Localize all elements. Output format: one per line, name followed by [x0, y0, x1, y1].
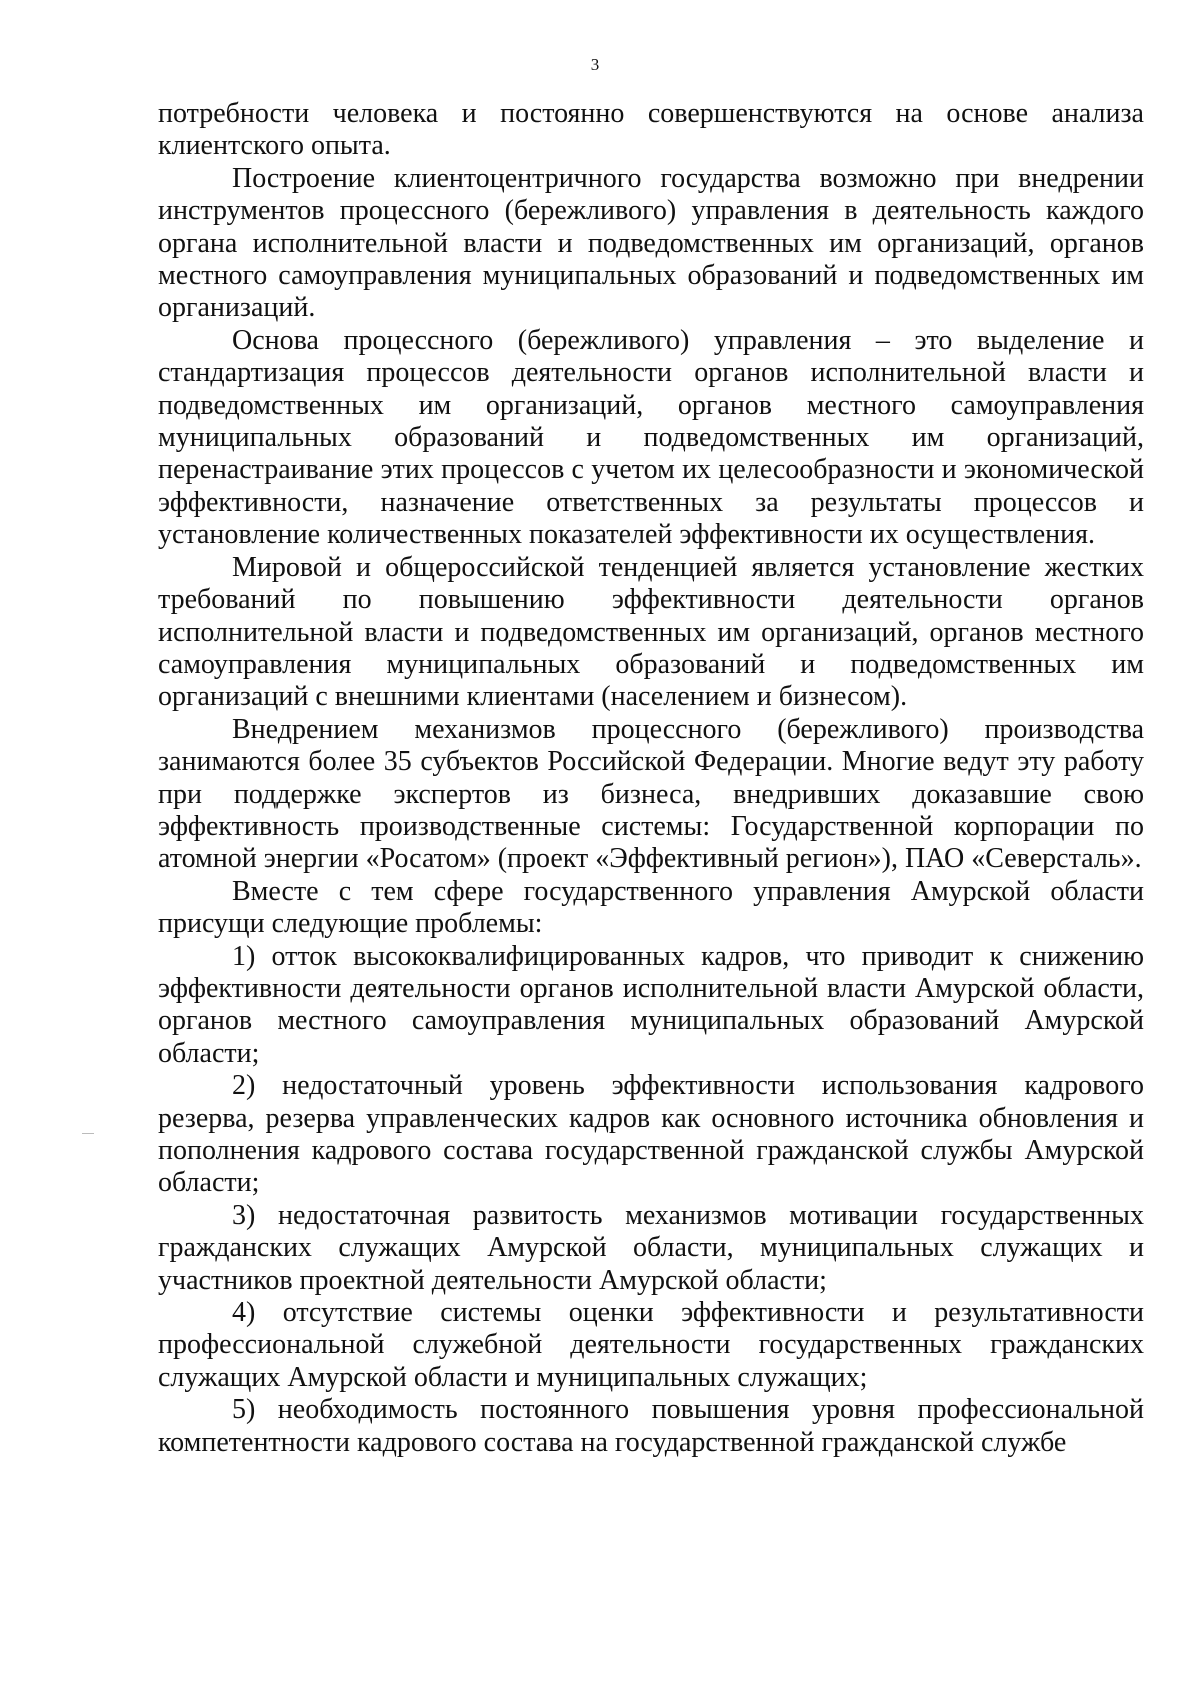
page-number: 3	[590, 55, 600, 74]
list-item-problem-1: 1) отток высококвалифицированных кадров, что приводит к снижению эффективности деятельности органов исполнительной власти Амурской области, органов местного самоуправления муниципальных образований Амурской области;	[158, 940, 1144, 1069]
paragraph-regions-implementation: Внедрением механизмов процессного (бережливого) производства занимаются более 35 субъектов Российской Федерации. Многие ведут эту работу при поддержке экспертов из бизнеса, внедривших доказавшие свою эффективность производственные системы: Государственной корпорации по атомной энергии «Росатом» (проект «Эффективный регион»), ПАО «Северсталь».	[158, 713, 1144, 875]
list-item-problem-2: 2) недостаточный уровень эффективности использования кадрового резерва, резерва управленческих кадров как основного источника обновления и пополнения кадрового состава государственной гражданской службы Амурской области;	[158, 1070, 1144, 1199]
document-body	[158, 98, 1144, 1459]
scan-margin-mark	[82, 1133, 94, 1134]
paragraph-problems-intro: Вместе с тем сфере государственного управления Амурской области присущи следующие проблемы:	[158, 875, 1144, 940]
list-item-problem-3: 3) недостаточная развитость механизмов мотивации государственных гражданских служащих Амурской области, муниципальных служащих и участников проектной деятельности Амурской области;	[158, 1199, 1144, 1296]
paragraph-global-trend: Мировой и общероссийской тенденцией является установление жестких требований по повышению эффективности деятельности органов исполнительной власти и подведомственных им организаций, органов местного самоуправления муниципальных образований и подведомственных им организаций с внешними клиентами (населением и бизнесом).	[158, 551, 1144, 713]
list-item-problem-4: 4) отсутствие системы оценки эффективности и результативности профессиональной служебной деятельности государственных гражданских служащих Амурской области и муниципальных служащих;	[158, 1297, 1144, 1393]
paragraph-continuation: потребности человека и постоянно совершенствуются на основе анализа клиентского опыта.	[158, 98, 1144, 162]
paragraph-lean-management-basis: Основа процессного (бережливого) управления – это выделение и стандартизация процессов деятельности органов исполнительной власти и подведомственных им организаций, органов местного самоуправления муниципальных образований и подведомственных им организаций, перенастраивание этих процессов с учетом их целесообразности и экономической эффективности, назначение ответственных за результаты процессов и установление количественных показателей эффективности их осуществления.	[158, 324, 1144, 551]
list-item-problem-5: 5) необходимость постоянного повышения уровня профессиональной компетентности кадрового состава на государственной гражданской службе	[158, 1394, 1144, 1458]
paragraph-client-centric-state: Построение клиентоцентричного государства возможно при внедрении инструментов процессного (бережливого) управления в деятельность каждого органа исполнительной власти и подведомственных им организаций, органов местного самоуправления муниципальных образований и подведомственных им организаций.	[158, 162, 1144, 324]
